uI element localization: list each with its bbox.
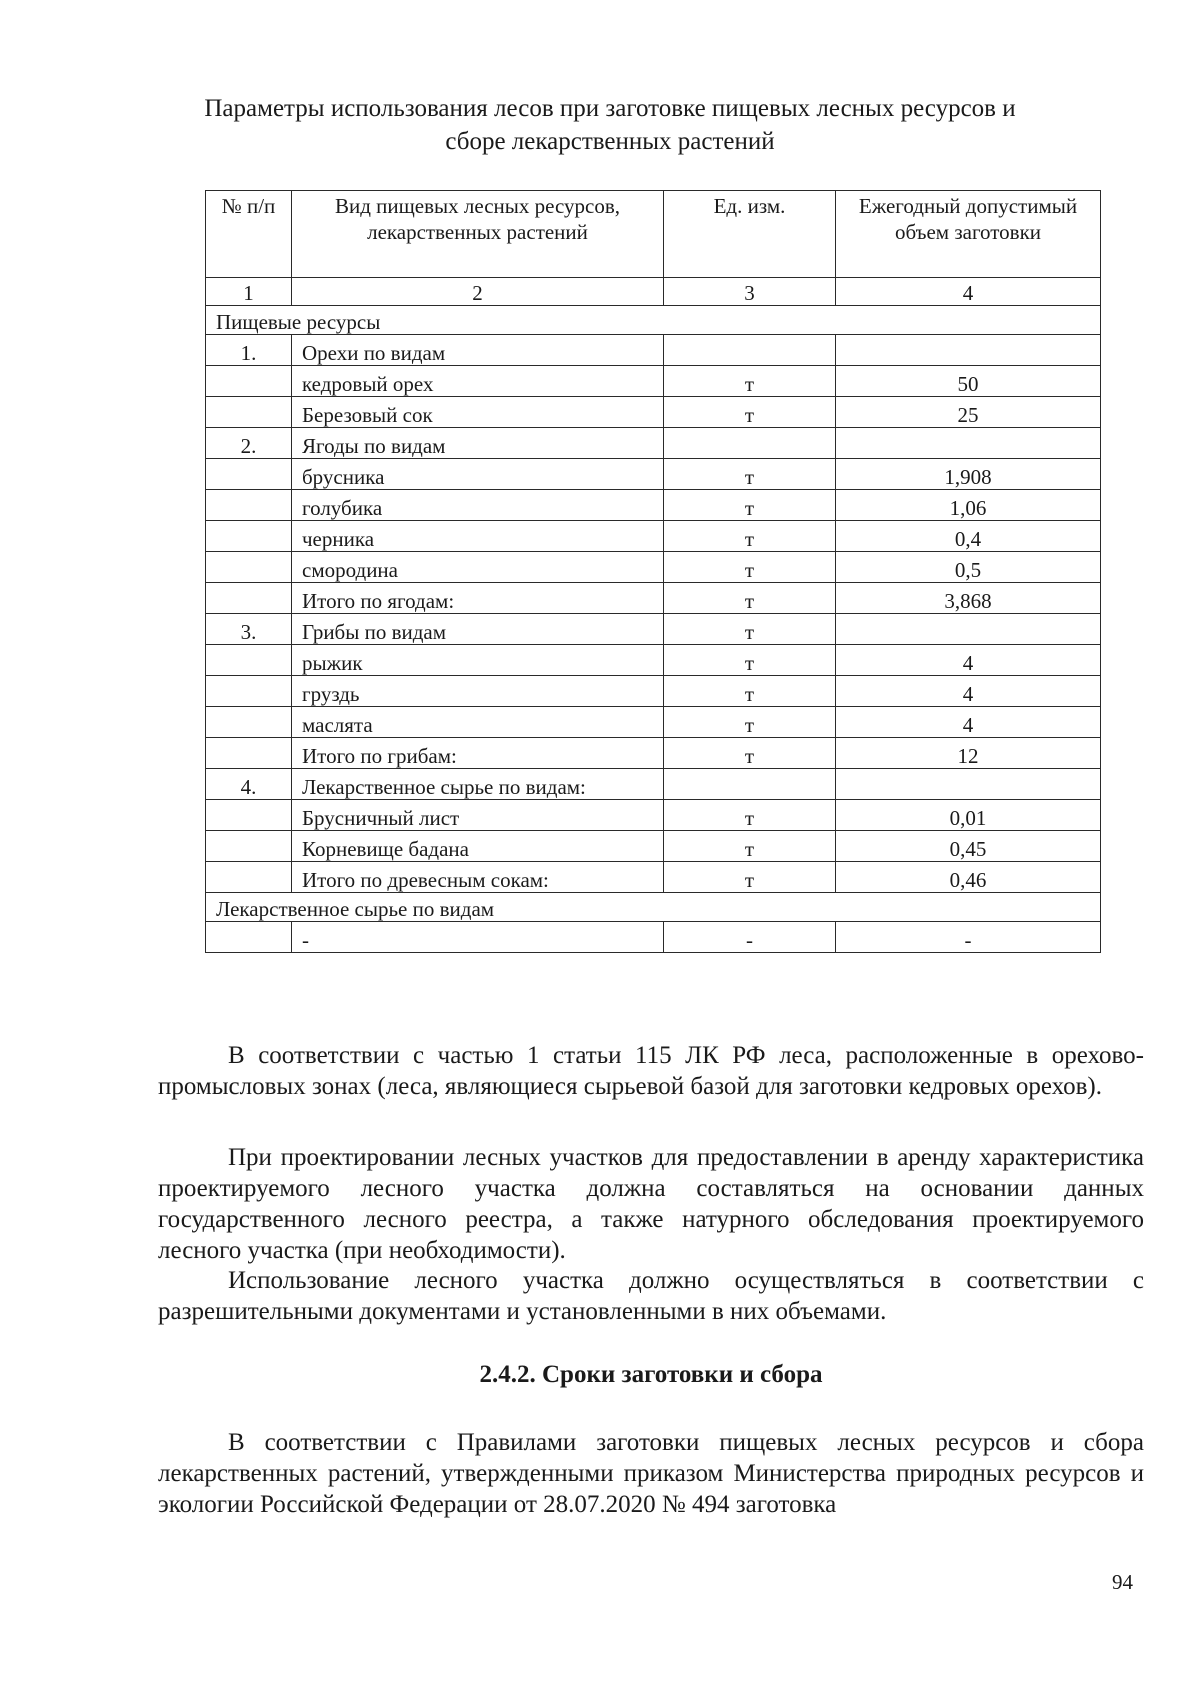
forest-resources-table: [205, 190, 1101, 953]
annual-volume: 0,45: [836, 831, 1101, 862]
annual-volume: 4: [836, 707, 1101, 738]
table-row: [206, 428, 1101, 459]
table-section-row: [206, 893, 1101, 922]
paragraph: [158, 1040, 1144, 1102]
column-number: 2: [292, 278, 664, 306]
row-number: [206, 397, 292, 428]
annual-volume: 4: [836, 645, 1101, 676]
paragraph-text: В соответствии с Правилами заготовки пищевых лесных ресурсов и сбора лекарственных растений, утвержденными приказом Министерства природных ресурсов и экологии Российской Федерации от 28.07.2020 № 494 заготовка: [158, 1429, 1144, 1518]
unit: т: [664, 459, 836, 490]
annual-volume: [836, 428, 1101, 459]
paragraph: [158, 1265, 1144, 1327]
unit: [664, 335, 836, 366]
resource-name: Ягоды по видам: [292, 428, 664, 459]
annual-volume: -: [836, 922, 1101, 953]
table-row: [206, 552, 1101, 583]
resource-name: -: [292, 922, 664, 953]
row-number: [206, 676, 292, 707]
unit: т: [664, 366, 836, 397]
unit: т: [664, 614, 836, 645]
resource-name: Корневище бадана: [292, 831, 664, 862]
table-row: [206, 800, 1101, 831]
table-section-row: [206, 306, 1101, 335]
table-header-row: [206, 191, 1101, 278]
section-heading: 2.4.2. Сроки заготовки и сбора: [479, 1361, 823, 1388]
header-unit: Ед. изм.: [664, 191, 836, 278]
row-number: [206, 800, 292, 831]
unit: т: [664, 552, 836, 583]
annual-volume: 25: [836, 397, 1101, 428]
paragraph: [158, 1427, 1144, 1520]
resource-name: рыжик: [292, 645, 664, 676]
resource-name: брусника: [292, 459, 664, 490]
table-row: [206, 490, 1101, 521]
annual-volume: [836, 769, 1101, 800]
row-number: [206, 645, 292, 676]
row-number: [206, 922, 292, 953]
column-number: 1: [206, 278, 292, 306]
annual-volume: 1,06: [836, 490, 1101, 521]
row-number: [206, 862, 292, 893]
annual-volume: 0,01: [836, 800, 1101, 831]
paragraph-text: Использование лесного участка должно осуществляться в соответствии с разрешительными документами и установленными в них объемами.: [158, 1267, 1144, 1325]
unit: т: [664, 800, 836, 831]
resource-name: Грибы по видам: [292, 614, 664, 645]
unit: т: [664, 490, 836, 521]
row-number: [206, 738, 292, 769]
unit: т: [664, 676, 836, 707]
table-row: [206, 707, 1101, 738]
resource-name: Лекарственное сырье по видам:: [292, 769, 664, 800]
annual-volume: 4: [836, 676, 1101, 707]
unit: т: [664, 738, 836, 769]
resource-name: Итого по ягодам:: [292, 583, 664, 614]
header-number: № п/п: [206, 191, 292, 278]
resource-name: смородина: [292, 552, 664, 583]
table-row: [206, 831, 1101, 862]
row-number: [206, 490, 292, 521]
unit: т: [664, 521, 836, 552]
row-number: [206, 552, 292, 583]
table-row: [206, 862, 1101, 893]
annual-volume: 3,868: [836, 583, 1101, 614]
annual-volume: 1,908: [836, 459, 1101, 490]
table-row: [206, 614, 1101, 645]
resource-name: черника: [292, 521, 664, 552]
header-annual-volume: Ежегодный допустимый объем заготовки: [836, 191, 1101, 278]
paragraph: [158, 1142, 1144, 1266]
annual-volume: 12: [836, 738, 1101, 769]
row-number: 3.: [206, 614, 292, 645]
table-row: [206, 738, 1101, 769]
row-number: 2.: [206, 428, 292, 459]
annual-volume: 0,46: [836, 862, 1101, 893]
column-number: 3: [664, 278, 836, 306]
annual-volume: [836, 614, 1101, 645]
resource-name: Итого по древесным сокам:: [292, 862, 664, 893]
annual-volume: 0,4: [836, 521, 1101, 552]
section-label: Пищевые ресурсы: [206, 306, 1101, 335]
unit: [664, 769, 836, 800]
unit: т: [664, 862, 836, 893]
section-label: Лекарственное сырье по видам: [206, 893, 1101, 922]
paragraph-text: При проектировании лесных участков для предоставлении в аренду характеристика проектируемого лесного участка должна составляться на основании данных государственного лесного реестра, а также натурного обследования проектируемого лесного участка (при необходимости).: [158, 1144, 1144, 1264]
row-number: [206, 459, 292, 490]
table-row: [206, 583, 1101, 614]
unit: т: [664, 583, 836, 614]
table-row: [206, 769, 1101, 800]
row-number: 4.: [206, 769, 292, 800]
row-number: [206, 583, 292, 614]
annual-volume: 50: [836, 366, 1101, 397]
column-number-row: [206, 278, 1101, 306]
annual-volume: 0,5: [836, 552, 1101, 583]
row-number: [206, 521, 292, 552]
document-title: Параметры использования лесов при заготовке пищевых лесных ресурсов и сборе лекарственных растений: [204, 95, 1016, 155]
resource-name: груздь: [292, 676, 664, 707]
table-row: [206, 645, 1101, 676]
row-number: [206, 366, 292, 397]
table-row: [206, 366, 1101, 397]
table-row: [206, 335, 1101, 366]
resource-name: Березовый сок: [292, 397, 664, 428]
unit: -: [664, 922, 836, 953]
resource-name: кедровый орех: [292, 366, 664, 397]
resource-name: голубика: [292, 490, 664, 521]
row-number: 1.: [206, 335, 292, 366]
unit: т: [664, 707, 836, 738]
resource-name: маслята: [292, 707, 664, 738]
unit: т: [664, 397, 836, 428]
page-number: 94: [1112, 1570, 1133, 1594]
unit: т: [664, 831, 836, 862]
resource-name: Итого по грибам:: [292, 738, 664, 769]
resource-name: Брусничный лист: [292, 800, 664, 831]
row-number: [206, 707, 292, 738]
table-row: [206, 521, 1101, 552]
header-resource-type: Вид пищевых лесных ресурсов, лекарственных растений: [292, 191, 664, 278]
table-row: [206, 397, 1101, 428]
table-row: [206, 676, 1101, 707]
row-number: [206, 831, 292, 862]
resource-name: Орехи по видам: [292, 335, 664, 366]
column-number: 4: [836, 278, 1101, 306]
annual-volume: [836, 335, 1101, 366]
table-row: [206, 459, 1101, 490]
unit: т: [664, 645, 836, 676]
table-row: [206, 922, 1101, 953]
unit: [664, 428, 836, 459]
paragraph-text: В соответствии с частью 1 статьи 115 ЛК РФ леса, расположенные в орехово-промысловых зонах (леса, являющиеся сырьевой базой для заготовки кедровых орехов).: [158, 1042, 1144, 1100]
